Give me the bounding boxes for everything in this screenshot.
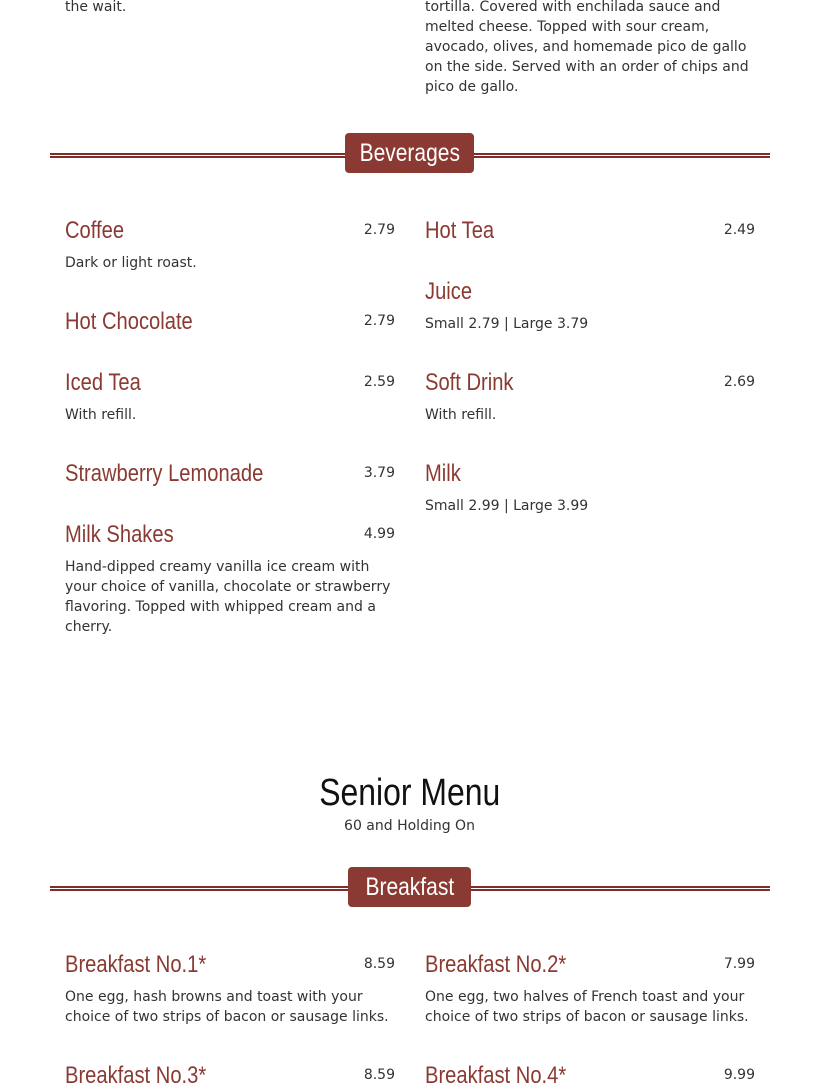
menu-item-description: One egg, hash browns and toast with your choice of two strips of bacon or sausage links.	[65, 989, 389, 1025]
menu-item-name: Hot Chocolate	[65, 308, 193, 335]
menu-item-price: 9.99	[723, 1067, 755, 1083]
menu-item-price: 2.79	[363, 313, 395, 329]
page-title: Senior Menu	[319, 772, 500, 814]
section-heading-beverages: Beverages	[345, 133, 474, 173]
item-description: tortilla. Covered with enchilada sauce and melted cheese. Topped with sour cream, avocado, olives, and homemade pico de gallo on the side. Served with an order of chips and pico de gallo.	[425, 0, 749, 95]
page-subtitle: 60 and Holding On	[344, 818, 475, 834]
menu-item-name: Soft Drink	[425, 369, 514, 396]
menu-item-price: 2.59	[363, 374, 395, 390]
menu-item-price: 3.79	[363, 465, 395, 481]
menu-item-name: Breakfast No.4*	[425, 1062, 567, 1089]
menu-item-price: 4.99	[363, 526, 395, 542]
menu-item-description: Small 2.79 | Large 3.79	[425, 316, 589, 332]
menu-item-name: Hot Tea	[425, 217, 495, 244]
menu-item-description: Dark or light roast.	[65, 255, 197, 271]
menu-item-name: Juice	[425, 278, 473, 305]
menu-item-description: Hand-dipped creamy vanilla ice cream with your choice of vanilla, chocolate or strawberry flavoring. Topped with whipped cream and a cherry.	[65, 559, 391, 635]
menu-item-name: Iced Tea	[65, 369, 141, 396]
menu-item-name: Milk Shakes	[65, 521, 174, 548]
menu-item-price: 7.99	[723, 956, 755, 972]
menu-item-description: With refill.	[65, 407, 137, 423]
menu-item-description: Small 2.99 | Large 3.99	[425, 498, 589, 514]
menu-item-price: 2.79	[363, 222, 395, 238]
menu-item-name: Breakfast No.3*	[65, 1062, 207, 1089]
menu-item-price: 8.59	[363, 956, 395, 972]
menu-item-price: 2.49	[723, 222, 755, 238]
menu-item-name: Milk	[425, 460, 461, 487]
menu-item-name: Coffee	[65, 217, 125, 244]
menu-item-name: Breakfast No.2*	[425, 951, 567, 978]
menu-item-name: Strawberry Lemonade	[65, 460, 264, 487]
menu-item-price: 2.69	[723, 374, 755, 390]
menu-item-price: 8.59	[363, 1067, 395, 1083]
menu-item-name: Breakfast No.1*	[65, 951, 207, 978]
menu-item-description: With refill.	[425, 407, 497, 423]
menu-item-description: One egg, two halves of French toast and your choice of two strips of bacon or sausage links.	[425, 989, 749, 1025]
item-description: the wait.	[65, 0, 127, 15]
section-heading-breakfast: Breakfast	[348, 867, 471, 907]
